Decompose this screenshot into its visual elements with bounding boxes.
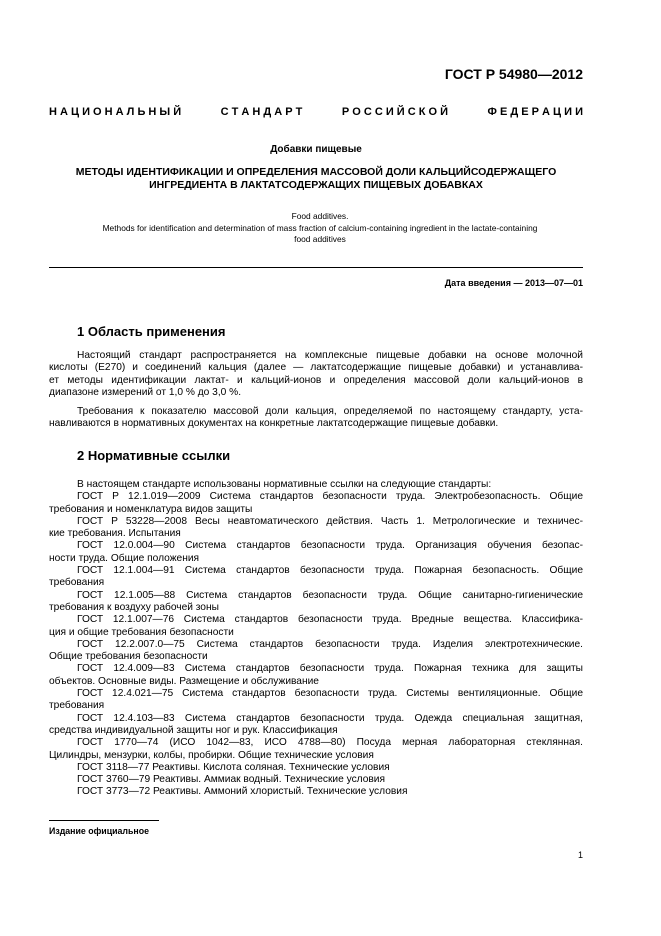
title-line: МЕТОДЫ ИДЕНТИФИКАЦИИ И ОПРЕДЕЛЕНИЯ МАССОВОЙ ДОЛИ КАЛЬЦИЙСОДЕРЖАЩЕГО xyxy=(75,166,557,178)
paragraph-line: навливаются в нормативных документах на конкретные лактатсодержащие пищевые добавки. xyxy=(49,418,499,430)
reference-line: ГОСТ 3773—72 Реактивы. Аммоний хлористый. Технические условия xyxy=(77,786,408,798)
banner-word-standard: С Т А Н Д А Р Т xyxy=(220,106,303,118)
reference-line: ГОСТ 3760—79 Реактивы. Аммиак водный. Технические условия xyxy=(77,774,386,786)
title-line: ИНГРЕДИЕНТА В ЛАКТАТСОДЕРЖАЩИХ ПИЩЕВЫХ ДОБАВКАХ xyxy=(149,179,483,191)
footer-divider xyxy=(49,820,159,821)
reference-line: ности труда. Общие положения xyxy=(49,552,200,564)
page-number: 1 xyxy=(577,850,583,860)
english-title-line: Methods for identification and determination of mass fraction of calcium-containing ingredient in the lactate-containing xyxy=(102,222,538,233)
reference-line: кие требования. Испытания xyxy=(49,528,181,540)
paragraph-line: ет методы идентификации лактат- и кальций-ионов и определения массовой доли кальций-ионов в xyxy=(49,374,583,386)
reference-line: средства индивидуальной защиты ног и рук. Классификация xyxy=(49,724,338,736)
reference-line: ГОСТ Р 53228—2008 Весы неавтоматического действия. Часть 1. Метрологические и техничес- xyxy=(77,515,583,527)
paragraph-line: Требования к показателю массовой доли кальция, определяемой по настоящему стандарту, уста- xyxy=(77,406,583,417)
reference-line: объектов. Основные виды. Размещение и обслуживание xyxy=(49,675,319,687)
paragraph-line: кислоты (E270) и соединений кальция (далее — лактатсодержащие пищевые добавки) и устанавлива- xyxy=(49,362,583,374)
standard-banner xyxy=(49,106,583,118)
english-title xyxy=(20,211,620,246)
reference-line: требования xyxy=(49,577,105,589)
banner-word-national: Н А Ц И О Н А Л Ь Н Ы Й xyxy=(49,106,182,118)
reference-line: требования xyxy=(49,700,105,712)
banner-word-federation: Ф Е Д Е Р А Ц И И xyxy=(487,106,583,118)
section-1-heading: 1 Область применения xyxy=(77,324,226,339)
reference-line: ГОСТ 12.4.103—83 Система стандартов безопасности труда. Одежда специальная защитная, xyxy=(77,712,583,724)
document-category: Добавки пищевые xyxy=(270,144,362,155)
normative-references xyxy=(49,479,583,799)
banner-word-russian: Р О С С И Й С К О Й xyxy=(341,106,449,118)
reference-line: ГОСТ 12.0.004—90 Система стандартов безопасности труда. Организация обучения безопас- xyxy=(77,540,583,552)
reference-line: Цилиндры, мензурки, колбы, пробирки. Общие технические условия xyxy=(49,749,374,761)
english-title-line: Food additives. xyxy=(291,211,349,221)
reference-line: ГОСТ 12.1.004—91 Система стандартов безопасности труда. Пожарная безопасность. Общие xyxy=(77,565,583,577)
reference-line: требования к воздуху рабочей зоны xyxy=(49,601,219,613)
official-edition-label: Издание официальное xyxy=(49,826,149,836)
document-title xyxy=(49,166,583,192)
reference-line: ГОСТ Р 12.1.019—2009 Система стандартов безопасности труда. Электробезопасность. Общие xyxy=(77,491,583,503)
section-2-heading: 2 Нормативные ссылки xyxy=(77,448,231,463)
header-divider xyxy=(49,267,583,268)
reference-line: ГОСТ 12.1.007—76 Система стандартов безопасности труда. Вредные вещества. Классифика- xyxy=(77,614,583,626)
reference-line: ГОСТ 1770—74 (ИСО 1042—83, ИСО 4788—80) Посуда мерная лабораторная стеклянная. xyxy=(77,737,583,749)
reference-line: В настоящем стандарте использованы нормативные ссылки на следующие стандарты: xyxy=(77,479,492,490)
paragraph-line: диапазоне измерений от 1,0 % до 3,0 %. xyxy=(49,386,242,398)
introduction-date: Дата введения — 2013—07—01 xyxy=(444,278,583,288)
reference-line: ГОСТ 3118—77 Реактивы. Кислота соляная. Технические условия xyxy=(77,761,390,773)
reference-line: требования и номенклатура видов защиты xyxy=(49,503,253,515)
reference-line: Общие требования безопасности xyxy=(49,651,208,663)
paragraph-line: Настоящий стандарт распространяется на комплексные пищевые добавки на основе молочной xyxy=(77,350,583,361)
reference-line: ГОСТ 12.4.009—83 Система стандартов безопасности труда. Пожарная техника для защиты xyxy=(77,663,583,675)
section-1-paragraph-2 xyxy=(49,406,583,431)
section-1-paragraph-1 xyxy=(49,350,583,399)
document-number: ГОСТ Р 54980—2012 xyxy=(444,66,583,82)
reference-line: ГОСТ 12.4.021—75 Система стандартов безопасности труда. Системы вентиляционные. Общие xyxy=(77,688,583,700)
reference-line: ГОСТ 12.1.005—88 Система стандартов безопасности труда. Общие санитарно-гигиенические xyxy=(77,589,583,601)
reference-line: ция и общие требования безопасности xyxy=(49,626,234,638)
english-title-line: food additives xyxy=(294,234,346,245)
reference-line: ГОСТ 12.2.007.0—75 Система стандартов безопасности труда. Изделия электротехнические. xyxy=(77,638,583,650)
